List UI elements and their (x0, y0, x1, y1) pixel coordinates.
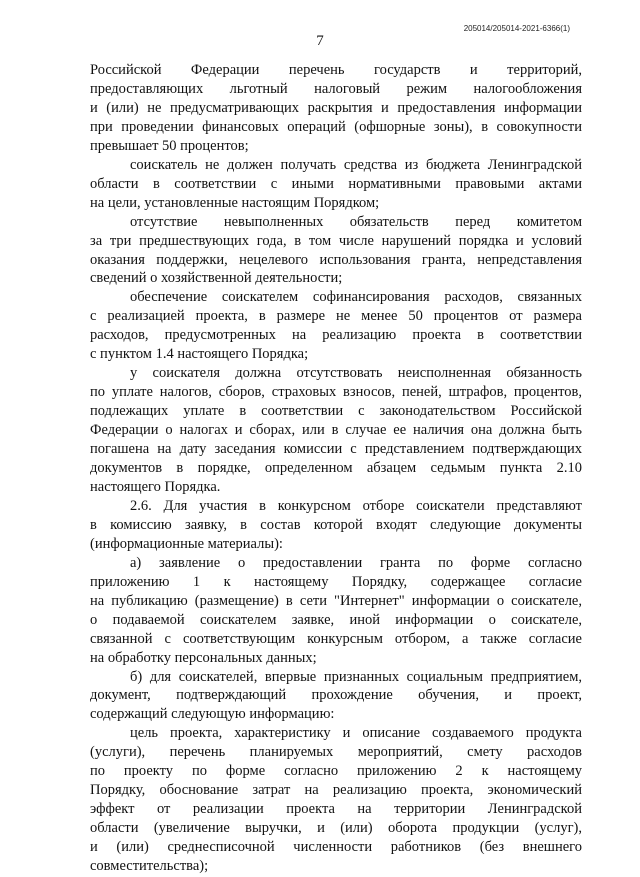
text-line: оказания поддержки, нецелевого использования гранта, непредставления (90, 251, 582, 268)
text-line: эффект от реализации проекта на территории Ленинградской (90, 801, 582, 818)
text-line: Порядку, обоснование затрат на реализацию проекта, экономический (90, 782, 582, 799)
text-line: (информационные материалы): (90, 535, 283, 552)
text-line: при проведении финансовых операций (офшорные зоны), в совокупности (90, 118, 582, 135)
text-line: в комиссию заявку, в состав которой входят следующие документы (90, 516, 582, 533)
paragraph (90, 724, 582, 876)
page-number: 7 (316, 33, 324, 49)
text-line: с реализацией проекта, в размере не менее 50 процентов от размера (90, 308, 582, 325)
text-line: б) для соискателей, впервые признанных социальным предприятием, (130, 668, 582, 685)
text-line: обеспечение соискателем софинансирования расходов, связанных (130, 289, 582, 306)
text-line: на обработку персональных данных; (90, 649, 317, 666)
text-line: у соискателя должна отсутствовать неисполненная обязанность (130, 365, 582, 382)
text-line: по уплате налогов, сборов, страховых взносов, пеней, штрафов, процентов, (90, 384, 582, 401)
text-line: а) заявление о предоставлении гранта по форме согласно (130, 554, 582, 571)
text-line: за три предшествующих года, в том числе нарушений порядка и условий (90, 232, 582, 249)
text-line: отсутствие невыполненных обязательств перед комитетом (130, 213, 582, 230)
text-line: документов в порядке, определенном абзацем седьмым пункта 2.10 (90, 460, 582, 477)
text-line: на цели, установленные настоящим Порядком; (90, 194, 380, 211)
text-line: области (увеличение выручки, и (или) оборота продукции (услуг), (90, 820, 582, 837)
text-line: соискатель не должен получать средства из бюджета Ленинградской (130, 156, 582, 173)
text-line: связанной с соответствующим конкурсным отбором, а также согласие (90, 630, 582, 647)
paragraph (90, 497, 582, 554)
text-line: погашена на дату заседания комиссии с представлением подтверждающих (90, 441, 582, 458)
text-line: превышает 50 процентов; (90, 137, 249, 154)
paragraph (90, 554, 582, 668)
text-line: предоставляющих льготный налоговый режим налогообложения (90, 80, 582, 97)
text-line: по проекту по форме согласно приложению 2 к настоящему (90, 763, 582, 780)
paragraph (90, 156, 582, 213)
text-line: Российской Федерации перечень государств и территорий, (90, 62, 582, 78)
text-line: приложению 1 к настоящему Порядку, содержащее согласие (90, 573, 582, 590)
text-line: совместительства); (90, 858, 209, 875)
text-line: документ, подтверждающий прохождение обучения, и проект, (90, 687, 582, 704)
paragraph (90, 288, 582, 364)
text-line: и (или) не предусматривающих раскрытия и предоставления информации (90, 99, 582, 116)
text-line: цель проекта, характеристику и описание создаваемого продукта (130, 725, 582, 742)
document-id: 205014/205014-2021-6366(1) (463, 24, 570, 33)
text-line: 2.6. Для участия в конкурсном отборе соискатели представляют (130, 497, 582, 514)
paragraph (90, 213, 582, 289)
text-line: с пунктом 1.4 настоящего Порядка; (90, 346, 309, 363)
text-line: настоящего Порядка. (90, 478, 221, 495)
text-line: сведений о хозяйственной деятельности; (90, 270, 343, 287)
document-body (90, 61, 582, 876)
paragraph (90, 61, 582, 156)
text-line: Федерации о налогах и сборах, или в случае ее наличия она должна быть (90, 422, 582, 439)
text-line: о подаваемой соискателем заявке, иной информации о соискателе, (90, 611, 582, 628)
text-line: и (или) среднесписочной численности работников (без внешнего (90, 839, 582, 856)
text-line: подлежащих уплате в соответствии с законодательством Российской (90, 403, 582, 420)
text-line: области в соответствии с иными нормативными правовыми актами (90, 175, 582, 192)
text-line: на публикацию (размещение) в сети "Интернет" информации о соискателе, (90, 592, 582, 609)
text-line: содержащий следующую информацию: (90, 706, 335, 723)
text-line: (услуги), перечень планируемых мероприятий, смету расходов (90, 744, 582, 761)
text-line: расходов, предусмотренных на реализацию проекта в соответствии (90, 327, 582, 344)
paragraph (90, 364, 582, 497)
paragraph (90, 668, 582, 725)
